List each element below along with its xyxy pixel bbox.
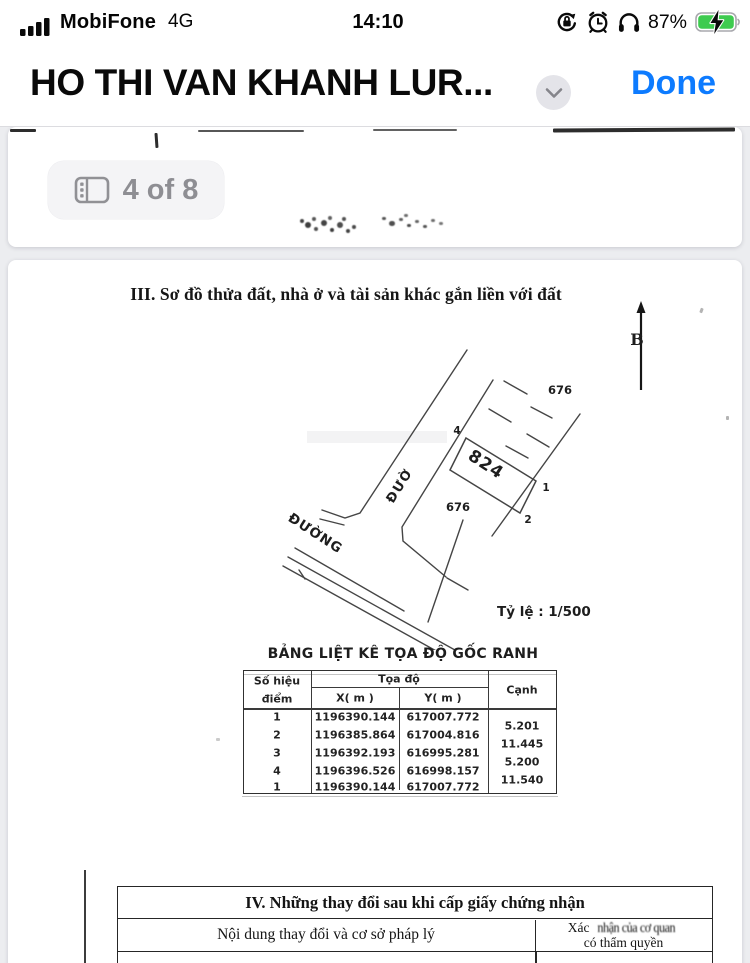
col-header-y: Y( m ) bbox=[424, 691, 462, 705]
cell-x: 1196392.193 bbox=[314, 746, 396, 760]
headphones-icon bbox=[617, 10, 641, 34]
alarm-icon bbox=[586, 10, 610, 34]
cell-edge: 5.200 bbox=[504, 755, 540, 769]
col-header-x: X( m ) bbox=[336, 691, 374, 705]
col-header-coords: Tọa độ bbox=[378, 672, 420, 686]
coord-table-title: BẢNG LIỆT KÊ TỌA ĐỘ GỐC RANH bbox=[267, 646, 539, 662]
cell-x: 1196396.526 bbox=[314, 764, 396, 778]
scan-artifact bbox=[553, 128, 735, 133]
document-page-current[interactable] bbox=[8, 260, 742, 963]
page-indicator-label: 4 of 8 bbox=[122, 173, 199, 206]
section4-table bbox=[117, 886, 713, 963]
section4-col-left: Nội dung thay đổi và cơ sở pháp lý bbox=[217, 926, 435, 943]
section4-col-right bbox=[535, 920, 711, 951]
scan-page-margin-line bbox=[84, 870, 86, 963]
scan-artifact bbox=[154, 133, 158, 148]
plot-676-top-label: 676 bbox=[547, 383, 573, 397]
cell-x: 1196390.144 bbox=[314, 710, 396, 724]
point-4-label: 4 bbox=[453, 425, 461, 437]
scan-artifact bbox=[10, 129, 36, 132]
section4-header-row bbox=[118, 920, 712, 952]
carrier-label: MobiFone bbox=[60, 10, 157, 33]
scale-label: Tỷ lệ : 1/500 bbox=[497, 604, 591, 620]
cell-edge: 11.540 bbox=[500, 773, 544, 787]
plot-824-label: 824 bbox=[464, 445, 508, 484]
cell-x: 1196390.144 bbox=[314, 780, 396, 794]
col-header-edge: Cạnh bbox=[506, 683, 538, 697]
status-bar bbox=[0, 0, 750, 44]
signal-bars-icon bbox=[18, 5, 52, 39]
scan-band bbox=[307, 431, 447, 443]
cell-point: 4 bbox=[273, 764, 281, 778]
network-type-label: 4G bbox=[168, 11, 194, 32]
scan-artifact bbox=[198, 130, 304, 132]
cell-x: 1196385.864 bbox=[314, 728, 396, 742]
plot-676-bottom-label: 676 bbox=[445, 500, 471, 514]
col-right-line1: Xác nhận của cơ quan bbox=[567, 920, 675, 935]
col-header-point-2: điểm bbox=[261, 692, 293, 706]
cell-y: 616998.157 bbox=[406, 764, 480, 778]
document-page-previous[interactable] bbox=[8, 127, 742, 247]
road-label-upper: ĐƯỜ bbox=[383, 466, 417, 507]
north-arrow bbox=[630, 301, 645, 390]
chevron-down-icon bbox=[545, 87, 563, 99]
cell-y: 616995.281 bbox=[406, 746, 480, 760]
battery-percent-label: 87% bbox=[647, 10, 687, 33]
scan-smudge bbox=[300, 219, 304, 223]
cell-point: 1 bbox=[273, 710, 281, 724]
col-right-line2: có thẩm quyền bbox=[583, 935, 664, 950]
col-header-point-1: Số hiệu bbox=[253, 674, 301, 688]
point-1-label: 1 bbox=[542, 482, 550, 494]
cell-point: 2 bbox=[273, 728, 281, 742]
north-label: B bbox=[630, 330, 644, 349]
document-title[interactable]: HO THI VAN KHANH LUR... bbox=[30, 62, 493, 103]
smudged-text: nhận của cơ quan bbox=[597, 920, 675, 935]
scan-smudge bbox=[382, 217, 386, 220]
done-button[interactable]: Done bbox=[631, 64, 716, 102]
page-indicator-pill[interactable] bbox=[48, 161, 224, 219]
cell-y: 617004.816 bbox=[406, 728, 480, 742]
cell-edge: 5.201 bbox=[504, 719, 540, 733]
title-menu-button[interactable] bbox=[536, 75, 571, 110]
battery-charging-icon bbox=[694, 9, 744, 35]
scan-speck bbox=[216, 738, 220, 741]
point-2-label: 2 bbox=[524, 514, 532, 526]
clock-label: 14:10 bbox=[352, 10, 404, 33]
cell-y: 617007.772 bbox=[406, 780, 480, 794]
coord-table bbox=[243, 670, 557, 794]
cell-point: 3 bbox=[273, 746, 281, 760]
cell-y: 617007.772 bbox=[406, 710, 480, 724]
cell-edge: 11.445 bbox=[500, 737, 544, 751]
scan-speck bbox=[726, 416, 729, 420]
section4-column-divider bbox=[535, 952, 537, 963]
cell-point: 1 bbox=[273, 780, 281, 794]
section4-title: IV. Những thay đổi sau khi cấp giấy chứng nhận bbox=[118, 887, 712, 919]
land-plot-diagram bbox=[252, 290, 720, 650]
scan-artifact bbox=[373, 129, 457, 131]
nav-bar bbox=[0, 44, 750, 127]
road-label-lower: ĐƯỜNG bbox=[284, 510, 346, 558]
thumbnails-icon bbox=[74, 176, 110, 204]
section3-title: III. Sơ đồ thửa đất, nhà ở và tài sản khác gắn liền với đất bbox=[130, 284, 562, 304]
rotation-lock-icon bbox=[555, 10, 579, 34]
